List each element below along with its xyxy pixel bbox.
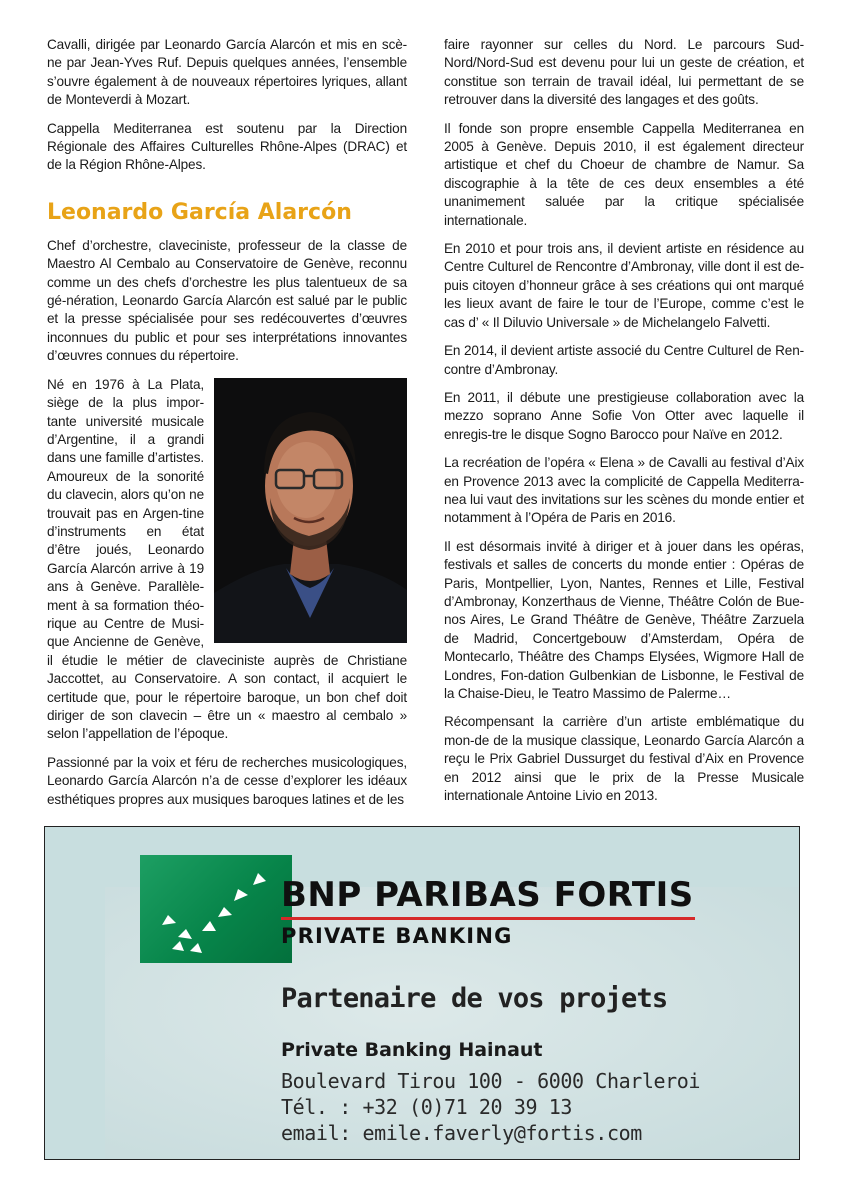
paragraph: En 2011, il débute une prestigieuse collaboration avec la mezzo soprano Anne Sofie Von Otter avec laquelle il enregis-tre le disque Sogno Barocco pour Naïve en 2012. bbox=[444, 389, 804, 442]
bnp-advertisement bbox=[44, 826, 800, 1160]
paragraph: En 2014, il devient artiste associé du Centre Culturel de Ren-contre d’Ambronay. bbox=[444, 343, 804, 377]
branch-address: Boulevard Tirou 100 - 6000 Charleroi bbox=[281, 1069, 701, 1093]
paragraph: La recréation de l’opéra « Elena » de Cavalli au festival d’Aix en Provence 2013 avec la complicité de Cappella Mediterra-nea lui vaut des invitations sur les scènes du monde entier et notamment à l’Opéra de Paris en 2016. bbox=[444, 455, 804, 526]
section-heading: Leonardo García Alarcón bbox=[47, 199, 352, 225]
paragraph: Né en 1976 à La Plata, siège de la plus impor-tante université musicale d’Argentine, il a grandi dans une famille d’artistes. Amoureux de la sonorité du clavecin, alors qu’on ne trouvait pas en Argen-tine d’instruments en état d’être joués, Leonardo García Alarcón arrive à 19 ans à Genève. Parallèle-ment à sa formation théo-rique au Centre de Musi-que Ancienne de Genève, il étudie le métier de claveciniste auprès de Christiane Jaccottet, au Conservatoire. A son contact, il acquiert le certitude que, pour le répertoire baroque, un bon chef doit diriger de son clavecin – être un « maestro al cembalo » selon l’appellation de l’époque. bbox=[47, 376, 407, 742]
right-column bbox=[444, 36, 804, 815]
paragraph: faire rayonner sur celles du Nord. Le parcours Sud-Nord/Nord-Sud est devenu pour lui un geste de création, et constitue son terrain de travail idéal, lui permettant de se retrouver dans la diversité des langages et des goûts. bbox=[444, 37, 804, 108]
bnp-stars-logo-icon bbox=[140, 855, 292, 963]
brand-name: BNP PARIBAS FORTIS bbox=[281, 875, 694, 915]
ad-tagline: Partenaire de vos projets bbox=[281, 983, 668, 1014]
branch-phone: Tél. : +32 (0)71 20 39 13 bbox=[281, 1095, 573, 1119]
portrait-photo bbox=[214, 378, 407, 643]
paragraph: Récompensant la carrière d’un artiste emblématique du mon-de de la musique classique, Leonardo García Alarcón a reçu le Prix Gabriel Dussurget du festival d’Aix en Provence en 2012 ainsi que le prix de la Presse Musicale internationale Antoine Livio en 2013. bbox=[444, 714, 804, 804]
brand-divider bbox=[281, 917, 695, 920]
paragraph: Il est désormais invité à diriger et à jouer dans les opéras, festivals et salles de concerts du monde entier : Opéras de Paris, Montpellier, Lyon, Nantes, Rennes et Lille, Festival d’Ambronay, Konzerthaus de Vienne, Théâtre Colón de Bue-nos Aires, Le Grand Théâtre de Genève, Théâtre Zarzuela de Madrid, Concertgebouw d’Amsterdam, Opéra de Montecarlo, Théâtre des Champs Elysées, Wigmore Hall de Londres, Fon-dation Gulbenkian de Lisbonne, le Festival de la Chaise-Dieu, le Teatro Massimo de Palerme… bbox=[444, 538, 804, 701]
branch-email[interactable]: email: emile.faverly@fortis.com bbox=[281, 1121, 642, 1145]
paragraph: Il fonde son propre ensemble Cappella Mediterranea en 2005 à Genève. Depuis 2010, il est également directeur artistique et chef du Choeur de chambre de Namur. Sa discographie à la tête de ces deux ensembles a été unanimement saluée par la critique spécialisée internationale. bbox=[444, 120, 804, 228]
branch-name: Private Banking Hainaut bbox=[281, 1039, 543, 1061]
brand-subtitle: PRIVATE BANKING bbox=[281, 924, 513, 948]
paragraph: Chef d’orchestre, claveciniste, professeur de la classe de Maestro Al Cembalo au Conservatoire de Genève, reconnu comme un des chefs d’orchestre les plus talentueux de sa gé-nération, Leonardo García Alarcón est salué par le public et la presse spécialisée pour ses redécouvertes d’œuvres inconnues du public et pour ses interprétations innovantes d’œuvres connues du répertoire. bbox=[47, 237, 407, 364]
paragraph: Cappella Mediterranea est soutenu par la Direction Régionale des Affaires Culturelles Rhône-Alpes (DRAC) et de la Région Rhône-Alpes. bbox=[47, 120, 407, 173]
paragraph: Cavalli, dirigée par Leonardo García Alarcón et mis en scè-ne par Jean-Yves Ruf. Depuis quelques années, l’ensemble s’ouvre également à de nouveaux répertoires lyriques, allant de Monteverdi à Mozart. bbox=[47, 37, 407, 108]
paragraph: En 2010 et pour trois ans, il devient artiste en résidence au Centre Culturel de Rencontre d’Ambronay, ville dont il est de-puis citoyen d’honneur grâce à ses créations qui ont marqué les lieux avant de faire le tour de l’Europe, comme c’est le cas d’ « Il Diluvio Universale » de Michelangelo Falvetti. bbox=[444, 241, 804, 330]
paragraph: Passionné par la voix et féru de recherches musicologiques, Leonardo García Alarcón n’a de cesse d’explorer les idéaux esthétiques propres aux musiques baroques latines et de les bbox=[47, 754, 407, 807]
left-column bbox=[47, 36, 407, 819]
